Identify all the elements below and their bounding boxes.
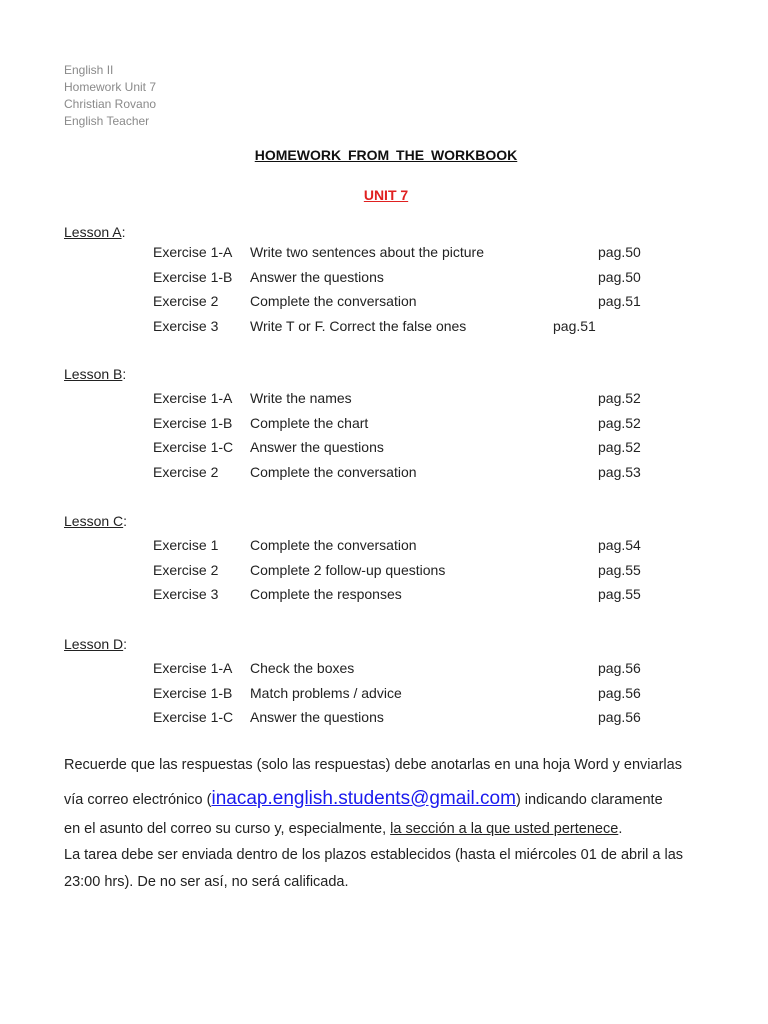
exercise-row: [0, 244, 768, 264]
email-link[interactable]: inacap.english.students@gmail.com: [211, 788, 516, 809]
exercise-name: Exercise 1-C: [153, 709, 234, 726]
exercise-page: pag.50: [598, 268, 641, 285]
exercise-name: Exercise 1-A: [153, 244, 233, 260]
exercise-task: Complete the conversation: [250, 463, 417, 480]
exercise-row: [0, 415, 768, 435]
exercise-page: pag.56: [598, 709, 641, 726]
exercise-row: [0, 390, 768, 410]
exercise-row: [0, 586, 768, 606]
exercise-page: pag.51: [598, 293, 641, 310]
lesson-heading: [64, 224, 126, 240]
exercise-page: pag.52: [598, 414, 641, 431]
lesson-label: Lesson B: [64, 366, 123, 382]
exercise-row: [0, 464, 768, 484]
lesson-label: Lesson D: [64, 636, 124, 652]
exercise-task: Complete the responses: [250, 586, 402, 603]
exercise-page: pag.56: [598, 684, 641, 701]
exercise-name: Exercise 1-B: [153, 684, 233, 701]
exercise-page: pag.51: [553, 317, 596, 334]
page-title: HOMEWORK FROM THE WORKBOOK: [254, 147, 518, 163]
notice-line-5: 23:00 hrs). De no ser así, no será calificada.: [64, 874, 349, 890]
lesson-colon: :: [122, 366, 127, 382]
exercise-task: Write two sentences about the picture: [250, 244, 484, 260]
lesson-colon: :: [121, 224, 126, 240]
exercise-row: [0, 293, 768, 313]
notice-line-3: [64, 821, 708, 837]
notice-line-2-pre: vía correo electrónico (: [64, 792, 212, 808]
teacher-name: Christian Rovano: [64, 97, 157, 111]
homework-unit: Homework Unit 7: [64, 80, 157, 94]
document-header: [64, 62, 156, 130]
exercise-row: [0, 537, 768, 557]
exercise-row: [0, 439, 768, 459]
lesson-label: Lesson A: [64, 224, 122, 240]
exercise-row: [0, 660, 768, 680]
exercise-row: [0, 318, 768, 338]
exercise-name: Exercise 1-B: [153, 268, 233, 285]
exercise-task: Match problems / advice: [250, 684, 402, 701]
notice-line-3-pre: en el asunto del correo su curso y, especialmente,: [64, 821, 391, 837]
exercise-task: Write T or F. Correct the false ones: [250, 317, 467, 334]
exercise-task: Answer the questions: [250, 709, 384, 726]
lesson-colon: :: [123, 636, 128, 652]
exercise-row: [0, 709, 768, 729]
exercise-task: Complete the chart: [250, 414, 369, 431]
lesson-heading: [64, 366, 126, 382]
exercise-row: [0, 685, 768, 705]
exercise-page: pag.52: [598, 390, 641, 406]
exercise-name: Exercise 1: [153, 537, 219, 553]
exercise-row: [0, 269, 768, 289]
exercise-name: Exercise 2: [153, 293, 219, 310]
exercise-name: Exercise 1-A: [153, 390, 233, 406]
lesson-heading: [64, 513, 127, 529]
section-emphasis: la sección a la que usted pertenece: [390, 821, 619, 837]
course-name: English II: [64, 63, 114, 77]
exercise-name: Exercise 1-A: [153, 660, 233, 676]
notice-line-2: [64, 788, 708, 810]
notice-line-4: La tarea debe ser enviada dentro de los plazos establecidos (hasta el miércoles 01 de abril a las: [64, 847, 684, 863]
exercise-name: Exercise 2: [153, 463, 219, 480]
exercise-page: pag.52: [598, 439, 641, 456]
unit-title: UNIT 7: [363, 187, 409, 203]
exercise-page: pag.54: [598, 537, 641, 553]
exercise-task: Answer the questions: [250, 268, 384, 285]
exercise-row: [0, 562, 768, 582]
lesson-heading: [64, 636, 127, 652]
exercise-name: Exercise 1-C: [153, 439, 234, 456]
exercise-task: Check the boxes: [250, 660, 355, 676]
teacher-role: English Teacher: [64, 114, 150, 128]
notice-line-2-post: ) indicando claramente: [515, 792, 663, 808]
exercise-page: pag.55: [598, 561, 641, 578]
notice-line-1: Recuerde que las respuestas (solo las respuestas) debe anotarlas en una hoja Word y enviarlas: [64, 757, 682, 773]
exercise-page: pag.56: [598, 660, 641, 676]
exercise-name: Exercise 3: [153, 317, 219, 334]
lesson-colon: :: [123, 513, 128, 529]
exercise-page: pag.53: [598, 463, 641, 480]
exercise-task: Complete the conversation: [250, 293, 417, 310]
lesson-label: Lesson C: [64, 513, 124, 529]
exercise-name: Exercise 2: [153, 561, 219, 578]
exercise-task: Write the names: [250, 390, 352, 406]
exercise-name: Exercise 1-B: [153, 414, 233, 431]
exercise-task: Complete 2 follow-up questions: [250, 561, 446, 578]
notice-line-3-post: .: [618, 821, 623, 837]
exercise-task: Answer the questions: [250, 439, 384, 456]
exercise-name: Exercise 3: [153, 586, 219, 603]
exercise-page: pag.55: [598, 586, 641, 603]
exercise-task: Complete the conversation: [250, 537, 417, 553]
exercise-page: pag.50: [598, 244, 641, 260]
